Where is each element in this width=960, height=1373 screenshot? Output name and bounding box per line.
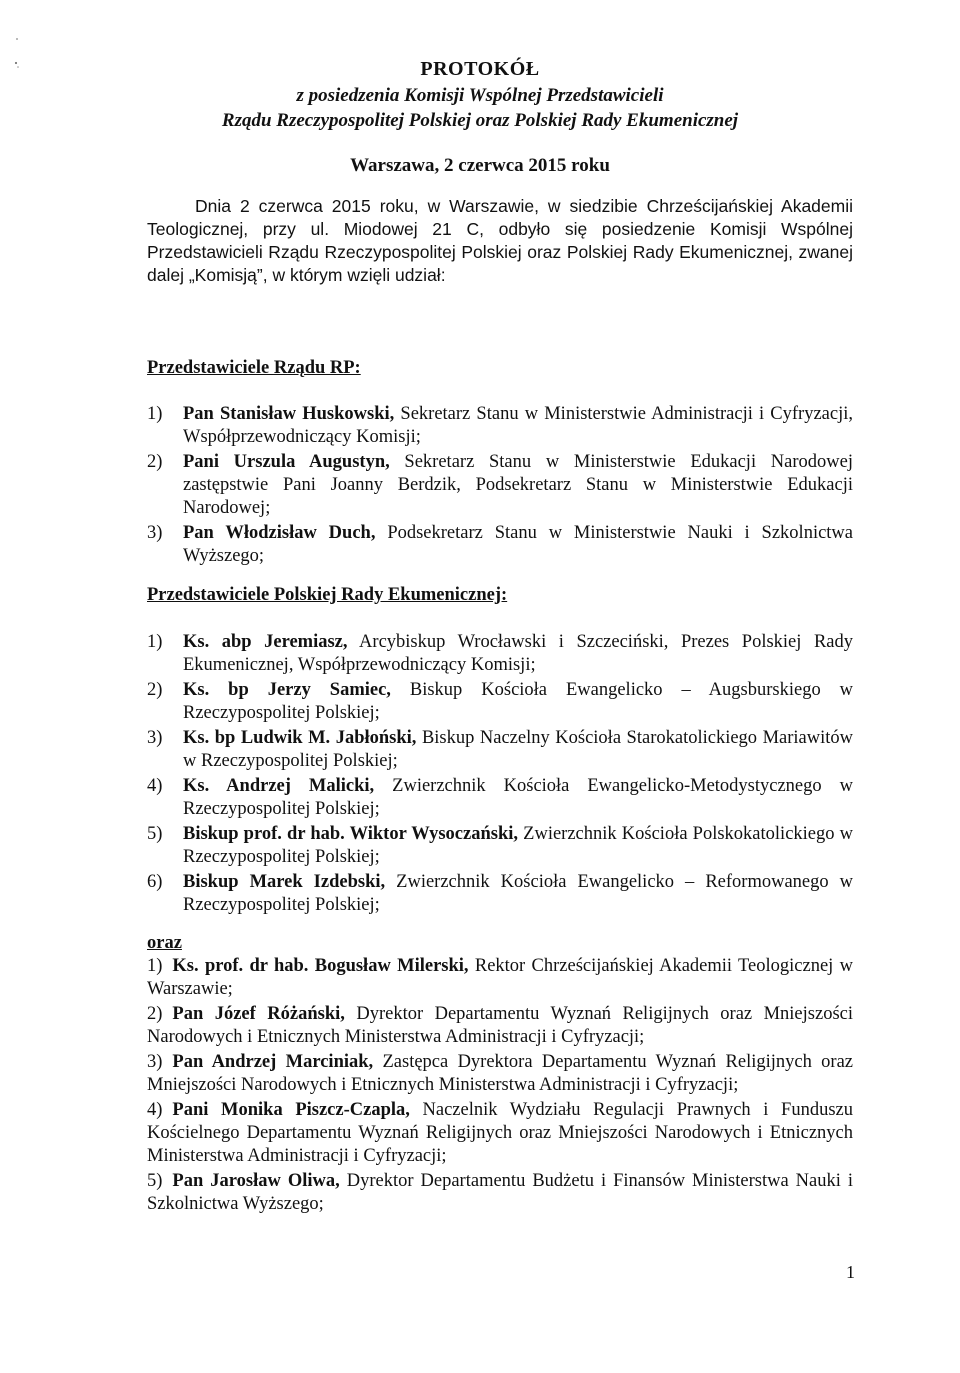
participant-description: Dyrektor Departamentu Wyznań Religijnych oraz Mniejszości Narodowych i Etnicznych Ministerstwa Administracji i Cyfryzacji; [147,1004,853,1047]
participant-description: Zwierzchnik Kościoła Ewangelicko – Reformowanego w Rzeczypospolitej Polskiej; [183,872,853,915]
list-item-number: 1) [147,956,163,976]
participant-name: Pan Andrzej Marciniak, [172,1052,374,1072]
list-item [147,727,853,773]
meeting-date: Warszawa, 2 czerwca 2015 roku [350,155,610,176]
list-item-number: 6) [147,872,163,892]
section-heading-government: Przedstawiciele Rządu RP: [147,358,361,378]
participant-name: Ks. abp Jeremiasz, [183,632,348,652]
list-item [147,1099,853,1168]
participant-name: Ks. prof. dr hab. Bogusław Milerski, [172,956,469,976]
participant-name: Ks. Andrzej Malicki, [183,776,375,796]
list-item [147,1051,853,1097]
list-item-number: 5) [147,824,163,844]
list-item-number: 3) [147,523,163,543]
participant-description: Podsekretarz Stanu w Ministerstwie Nauki i Szkolnictwa Wyższego; [183,523,853,566]
list-item-number: 1) [147,404,163,424]
list-item [147,955,853,1001]
participant-name: Pan Włodzisław Duch, [183,523,376,543]
participant-description: Naczelnik Wydziału Regulacji Prawnych i Funduszu Kościelnego Departamentu Wyznań Religijnych oraz Mniejszości Narodowych i Etnicznych Ministerstwa Administracji i Cyfryzacji; [147,1100,853,1166]
participant-description: Dyrektor Departamentu Budżetu i Finansów Ministerstwa Nauki i Szkolnictwa Wyższego; [147,1171,853,1214]
list-item-number: 4) [147,776,163,796]
list-item-number: 1) [147,632,163,652]
list-item-number: 2) [147,680,163,700]
list-item [147,451,853,520]
list-item-number: 2) [147,452,163,472]
others-list [147,955,853,1218]
participant-description: Arcybiskup Wrocławski i Szczeciński, Prezes Polskiej Rady Ekumenicznej, Współprzewodniczący Komisji; [183,632,853,675]
page-number: 1 [846,1262,855,1282]
list-item-number: 3) [147,728,163,748]
council-list [147,631,853,919]
document-subtitle-line-2: Rządu Rzeczypospolitej Polskiej oraz Polskiej Rady Ekumenicznej [221,110,739,131]
list-item-number: 2) [147,1004,163,1024]
participant-name: Pan Stanisław Huskowski, [183,404,395,424]
list-item [147,775,853,821]
participant-description: Zwierzchnik Kościoła Ewangelicko-Metodystycznego w Rzeczypospolitej Polskiej; [183,776,853,819]
participant-name: Pan Józef Różański, [172,1004,345,1024]
list-item [147,871,853,917]
list-item [147,823,853,869]
participant-name: Pani Urszula Augustyn, [183,452,390,472]
participant-name: Biskup Marek Izdebski, [183,872,386,892]
participant-description: Rektor Chrześcijańskiej Akademii Teologicznej w Warszawie; [147,956,853,999]
participant-description: Sekretarz Stanu w Ministerstwie Edukacji Narodowej zastępstwie Pani Joanny Berdzik, Podsekretarz Stanu w Ministerstwie Edukacji Narodowej; [183,452,853,518]
list-item-number: 3) [147,1052,163,1072]
document-title: PROTOKÓŁ [420,58,540,80]
participant-name: Ks. bp Ludwik M. Jabłoński, [183,728,417,748]
participant-description: Biskup Naczelny Kościoła Starokatolickiego Mariawitów w Rzeczypospolitej Polskiej; [183,728,854,771]
participant-description: Biskup Kościoła Ewangelicko – Augsburskiego w Rzeczypospolitej Polskiej; [183,680,854,723]
list-item [147,631,853,677]
intro-paragraph: Dnia 2 czerwca 2015 roku, w Warszawie, w siedzibie Chrześcijańskiej Akademii Teologicznej, przy ul. Miodowej 21 C, odbyło się posiedzenie Komisji Wspólnej Przedstawicieli Rządu Rzeczypospolitej Polskiej oraz Polskiej Rady Ekumenicznej, zwanej dalej „Komisją”, w którym wzięli udział: [147,196,853,285]
participant-name: Ks. bp Jerzy Samiec, [183,680,391,700]
section-heading-others: oraz [147,933,182,953]
government-list [147,403,853,570]
document-subtitle-line-1: z posiedzenia Komisji Wspólnej Przedstawicieli [296,85,664,106]
section-heading-council: Przedstawiciele Polskiej Rady Ekumenicznej: [147,585,508,605]
participant-name: Biskup prof. dr hab. Wiktor Wysoczański, [183,824,519,844]
participant-name: Pani Monika Piszcz-Czapla, [172,1100,410,1120]
list-item [147,679,853,725]
participant-name: Pan Jarosław Oliwa, [172,1171,340,1191]
participant-description: Sekretarz Stanu w Ministerstwie Administracji i Cyfryzacji, Współprzewodniczący Komisji; [183,404,853,447]
list-item [147,403,853,449]
list-item [147,1003,853,1049]
list-item [147,1170,853,1216]
list-item-number: 4) [147,1100,163,1120]
participant-description: Zwierzchnik Kościoła Polskokatolickiego w Rzeczypospolitej Polskiej; [183,824,853,867]
list-item [147,522,853,568]
list-item-number: 5) [147,1171,163,1191]
participant-description: Zastępca Dyrektora Departamentu Wyznań Religijnych oraz Mniejszości Narodowych i Etnicznych Ministerstwa Administracji i Cyfryzacji; [147,1052,853,1095]
